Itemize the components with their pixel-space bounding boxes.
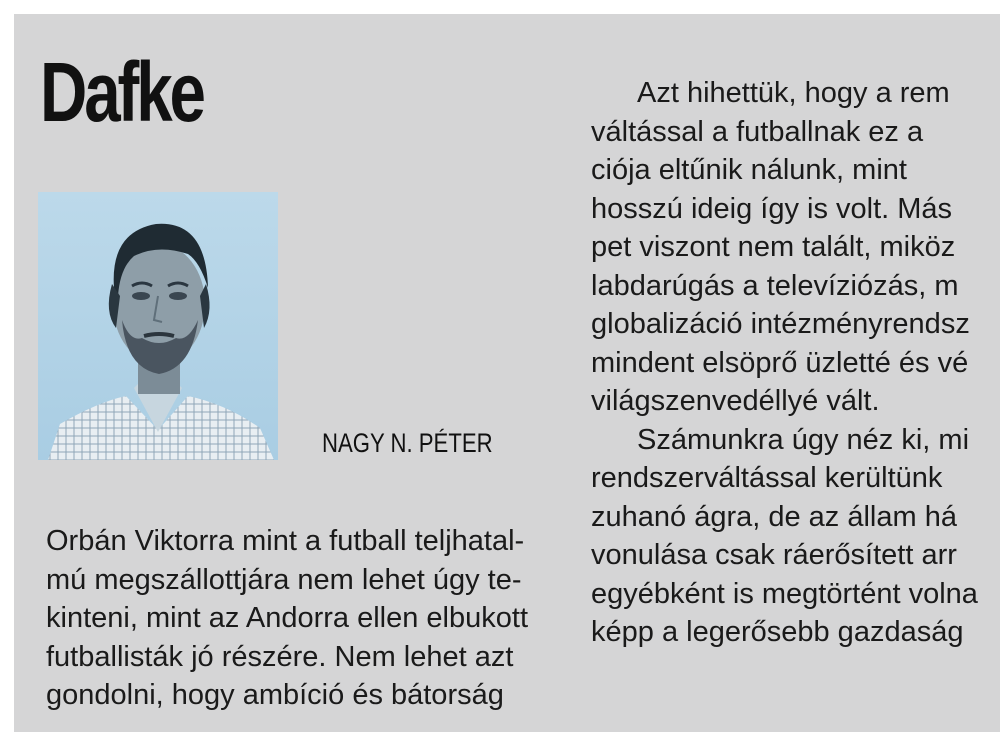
text-line: Számunkra úgy néz ki, mi [637,423,970,456]
newspaper-page [14,14,1000,732]
text-line: futballisták jó részére. Nem lehet azt [46,640,514,673]
text-line: globalizáció intézményrendsz [591,308,970,340]
text-line: hosszú ideig így is volt. Más [591,192,953,225]
text-line: mindent elsöprő üzletté és vé [591,346,969,379]
text-line: Azt hihettük, hogy a rem [637,77,950,109]
text-line: labdarúgás a televíziózás, m [591,269,959,302]
text-line: Orbán Viktorra mint a futball teljhatal- [46,525,525,557]
article-title: Dafke [40,45,203,139]
text-line: gondolni, hogy ambíció és bátorság [46,679,504,711]
author-byline: NAGY N. PÉTER [322,428,493,458]
right-column [591,74,1000,652]
text-line: rendszerváltással kerültünk [591,462,943,494]
text-line: világszenvedéllyé vált. [591,385,880,417]
text-line: vonulása csak ráerősített arr [591,539,957,571]
text-line: ciója eltűnik nálunk, mint [591,154,907,186]
text-line: kinteni, mint az Andorra ellen elbukott [46,602,528,634]
text-line: mú megszállottjára nem lehet úgy te- [46,563,522,596]
text-line: képp a legerősebb gazdaság [591,616,964,648]
text-line: váltással a futballnak ez a [591,115,924,148]
left-column [46,522,566,715]
author-photo [38,192,278,460]
text-line: zuhanó ágra, de az állam há [591,500,957,533]
text-line: egyébként is megtörtént volna [591,577,978,610]
text-line: pet viszont nem talált, miköz [591,231,956,263]
